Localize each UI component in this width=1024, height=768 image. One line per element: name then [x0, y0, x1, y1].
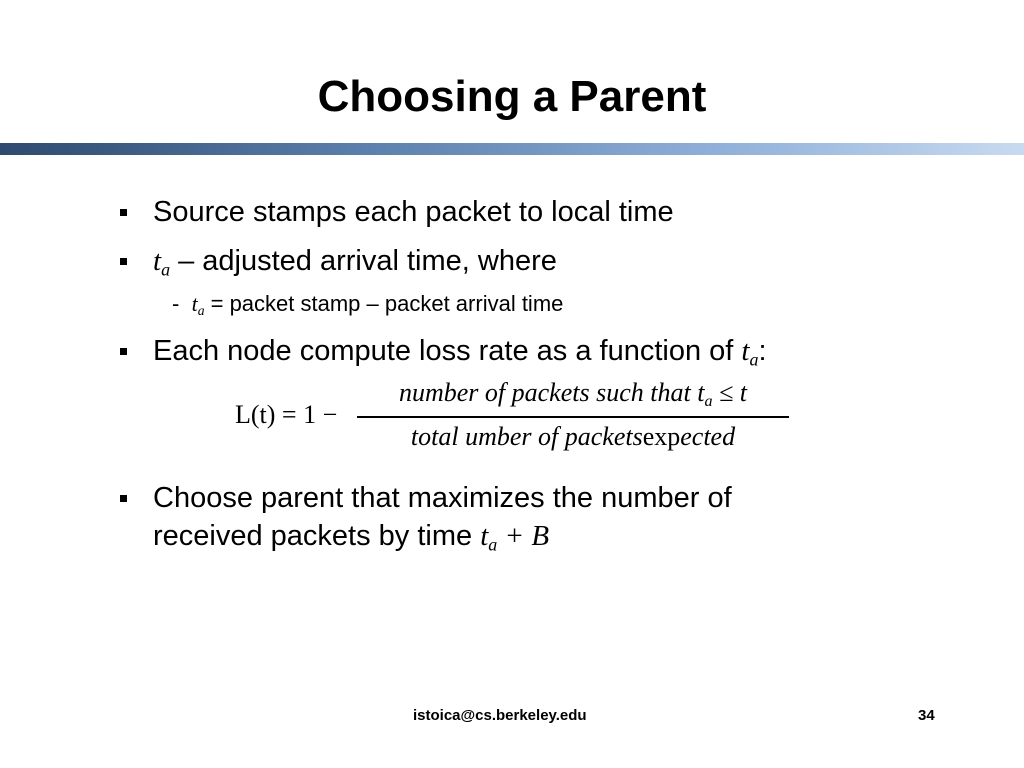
- bullet-text-rest: – adjusted arrival time, where: [170, 245, 557, 277]
- denominator-exp: exp: [642, 422, 681, 451]
- var-subscript: a: [197, 303, 205, 319]
- bullet-marker: [120, 258, 127, 265]
- denominator-end: ected: [680, 422, 736, 451]
- fraction-line: [357, 416, 789, 418]
- bullet-text-line2: [153, 518, 549, 562]
- bullet-text: [153, 243, 557, 287]
- numerator-end: ≤ t: [712, 378, 747, 407]
- bullet-marker: [120, 348, 127, 355]
- formula-numerator: [357, 378, 789, 411]
- sub-bullet-dash: -: [172, 291, 192, 316]
- bullet-colon: :: [758, 335, 767, 367]
- bullet-text: [153, 333, 767, 377]
- var-t: t: [480, 520, 489, 552]
- bullet-marker: [120, 209, 127, 216]
- footer-page-number: 34: [918, 707, 935, 724]
- bullet-text-main: received packets by time: [153, 520, 481, 552]
- bullet-text-line1: Choose parent that maximizes the number of: [153, 482, 732, 514]
- sub-bullet-ta-definition: [172, 290, 563, 325]
- footer-email: istoica@cs.berkeley.edu: [413, 707, 587, 724]
- var-t: t: [191, 291, 198, 316]
- sub-bullet-text: = packet stamp – packet arrival time: [204, 291, 564, 316]
- denominator-text: total umber of packets: [410, 422, 643, 451]
- var-t: t: [153, 245, 162, 277]
- var-subscript: a: [749, 349, 759, 370]
- formula-lhs: L(t) = 1 −: [235, 400, 338, 429]
- var-subscript: a: [488, 534, 498, 555]
- var-t: t: [741, 335, 750, 367]
- bullet-text: Source stamps each packet to local time: [153, 196, 674, 228]
- title-divider-bar: [0, 143, 1024, 155]
- var-plus-b: + B: [497, 520, 550, 552]
- bullet-text-main: Each node compute loss rate as a function of: [153, 335, 742, 367]
- formula-denominator: [357, 422, 789, 452]
- numerator-subscript: a: [704, 392, 713, 410]
- bullet-marker: [120, 495, 127, 502]
- var-subscript: a: [161, 259, 171, 280]
- numerator-text: number of packets such that t: [398, 378, 705, 407]
- slide-title: Choosing a Parent: [317, 72, 707, 121]
